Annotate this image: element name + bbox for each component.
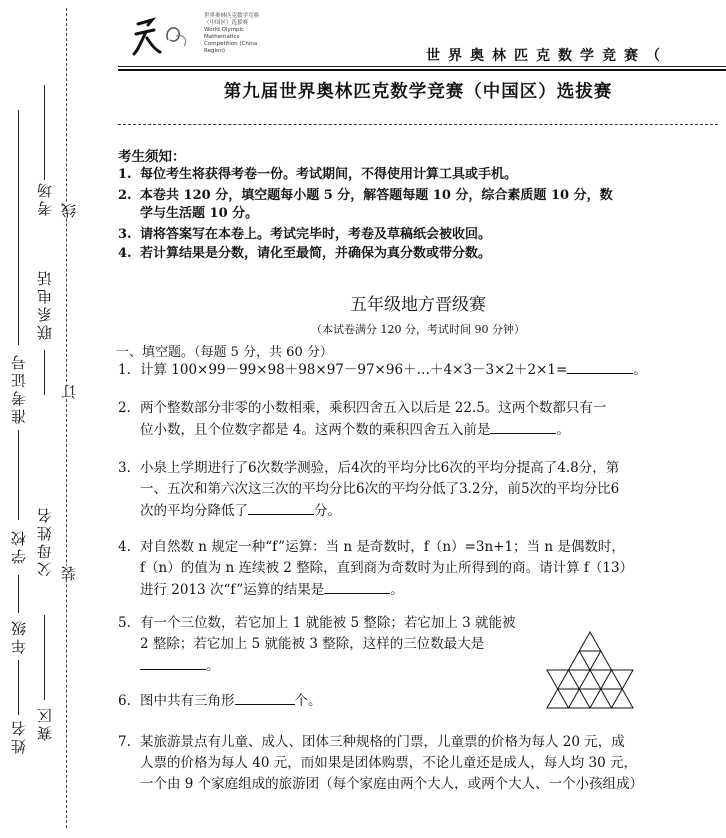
field-grade[interactable] (18, 575, 19, 613)
cut-mark-line: 线 (60, 203, 78, 218)
notice-number: 4. (118, 246, 132, 261)
label-name: 姓名 (10, 718, 28, 754)
brand-banner: 世界奥林匹克数学竞赛（ (426, 48, 668, 64)
question-text: 小泉上学期进行了6次数学测验，后4次的平均分比6次的平均分提高了4.8分，第 (140, 460, 620, 476)
question-text: 两个整数部分非零的小数相乘，乘积四舍五入以后是 22.5。这两个数都只有一 (140, 400, 607, 416)
question-6 (118, 690, 648, 712)
field-phone[interactable] (44, 350, 45, 395)
notice-text: 请将答案写在本卷上。考试完毕时，考卷及草稿纸会被收回。 (140, 227, 492, 242)
question-2 (118, 398, 648, 441)
org-line: 世界奥林匹克数学竞赛 (204, 13, 260, 19)
question-text: 有一个三位数，若它加上 1 就能被 5 整除；若它加上 3 就能被 (140, 615, 516, 631)
label-phone: 联系电话 (36, 268, 54, 340)
label-school: 学校 (10, 528, 28, 564)
question-tail: 。 (633, 362, 647, 378)
notice-number: 1. (118, 167, 132, 182)
question-number: 7. (118, 734, 131, 750)
question-tail: 。 (556, 422, 570, 438)
question-tail: 。 (390, 582, 404, 598)
field-name[interactable] (18, 660, 19, 715)
notice-item (118, 245, 658, 263)
field-exam-id[interactable] (18, 110, 19, 345)
cut-line (66, 8, 68, 828)
question-text: 图中共有三角形 (140, 693, 235, 709)
question-text: 一、五次和第六次这三次的平均分比6次的平均分低了3.2分，前5次的平均分比6 (140, 481, 620, 497)
header-rule-thick (118, 69, 726, 71)
question-tail: 分。 (314, 503, 341, 519)
cut-mark-bind: 订 (60, 384, 78, 399)
question-1 (118, 359, 648, 381)
field-exam-room[interactable] (44, 85, 45, 180)
answer-blank[interactable] (248, 500, 314, 515)
org-line: World Olympic Mathematics (204, 27, 245, 40)
part-heading: 一、填空题。（每题 5 分，共 60 分） (116, 345, 333, 360)
cut-mark-staple: 装 (60, 566, 78, 581)
notice-item (118, 226, 658, 244)
answer-blank[interactable] (324, 579, 390, 594)
question-number: 5. (118, 615, 131, 631)
notice-text: 本卷共 120 分，填空题每小题 5 分，解答题每题 10 分，综合素质题 10 分，数 (140, 188, 613, 203)
competition-logo-icon (130, 10, 194, 60)
answer-blank[interactable] (567, 359, 633, 374)
question-number: 1. (118, 362, 131, 378)
question-number: 6. (118, 693, 131, 709)
question-text: 计算 100×99－99×98＋98×97－97×96＋…＋4×3－3×2＋2×1= (140, 362, 568, 378)
question-text: 对自然数 n 规定一种“f”运算：当 n 是奇数时，f（n）=3n+1；当 n 是偶数时， (140, 539, 625, 555)
field-school[interactable] (18, 430, 19, 520)
question-text: 某旅游景点有儿童、成人、团体三种规格的门票，儿童票的价格为每人 20 元，成 (140, 734, 625, 750)
notice-text: 若计算结果是分数，请化至最简，并确保为真分数或带分数。 (140, 246, 492, 261)
question-tail: 个。 (294, 693, 322, 709)
question-text: 进行 2013 次“f”运算的结果是 (140, 582, 325, 598)
title-divider (118, 124, 718, 125)
question-number: 2. (118, 400, 131, 416)
question-text: 位小数，且个位数字都是 4。这两个数的乘积四舍五入前是 (140, 422, 491, 438)
question-4 (118, 537, 648, 601)
question-text: 人票的价格为每人 40 元，而如果是团体购票，不论儿童还是成人，每人均 30 元， (140, 755, 638, 771)
organizer-text (204, 13, 274, 55)
notice-text: 学与生活题 10 分。 (140, 206, 259, 221)
notice-item (118, 166, 658, 184)
answer-blank[interactable] (140, 655, 206, 670)
question-text: f（n）的值为 n 连续被 2 整除，直到商为奇数时为止所得到的商。请计算 f（13） (140, 560, 634, 576)
label-parent-name: 父母姓名 (36, 505, 54, 577)
section-title: 五年级地方晋级赛 (350, 295, 486, 315)
notice-number: 2. (118, 188, 132, 203)
label-exam-id: 准考证号 (10, 352, 28, 424)
question-7 (118, 732, 658, 795)
label-exam-room: 考场 (36, 180, 54, 216)
org-line: Competition (China Region) (204, 41, 258, 54)
question-3 (118, 458, 648, 522)
header-rule (118, 66, 726, 67)
label-grade: 年级 (10, 618, 28, 654)
exam-title: 第九届世界奥林匹克数学竞赛（中国区）选拔赛 (223, 82, 613, 102)
notice-number: 3. (118, 227, 132, 242)
notice-item (118, 187, 658, 223)
question-text: 次的平均分降低了 (140, 503, 248, 519)
question-5 (118, 613, 538, 677)
notice-text: 每位考生将获得考卷一份。考试期间，不得使用计算工具或手机。 (140, 167, 518, 182)
notice-heading: 考生须知： (118, 149, 186, 165)
answer-blank[interactable] (235, 690, 295, 705)
question-text: 2 整除；若它加上 5 就能被 3 整除，这样的三位数最大是 (140, 636, 485, 652)
question-text: 一个由 9 个家庭组成的旅游团（每个家庭由两个大人，或两个大人、一个小孩组成） (140, 776, 644, 792)
label-region: 赛区 (36, 705, 54, 741)
section-subtitle: （本试卷满分 120 分，考试时间 90 分钟） (311, 323, 525, 336)
answer-blank[interactable] (490, 419, 556, 434)
org-line: （中国区）选拔赛 (204, 20, 249, 26)
question-tail: 。 (206, 658, 220, 674)
question-number: 3. (118, 460, 131, 476)
question-number: 4. (118, 539, 131, 555)
field-region[interactable] (44, 615, 45, 700)
